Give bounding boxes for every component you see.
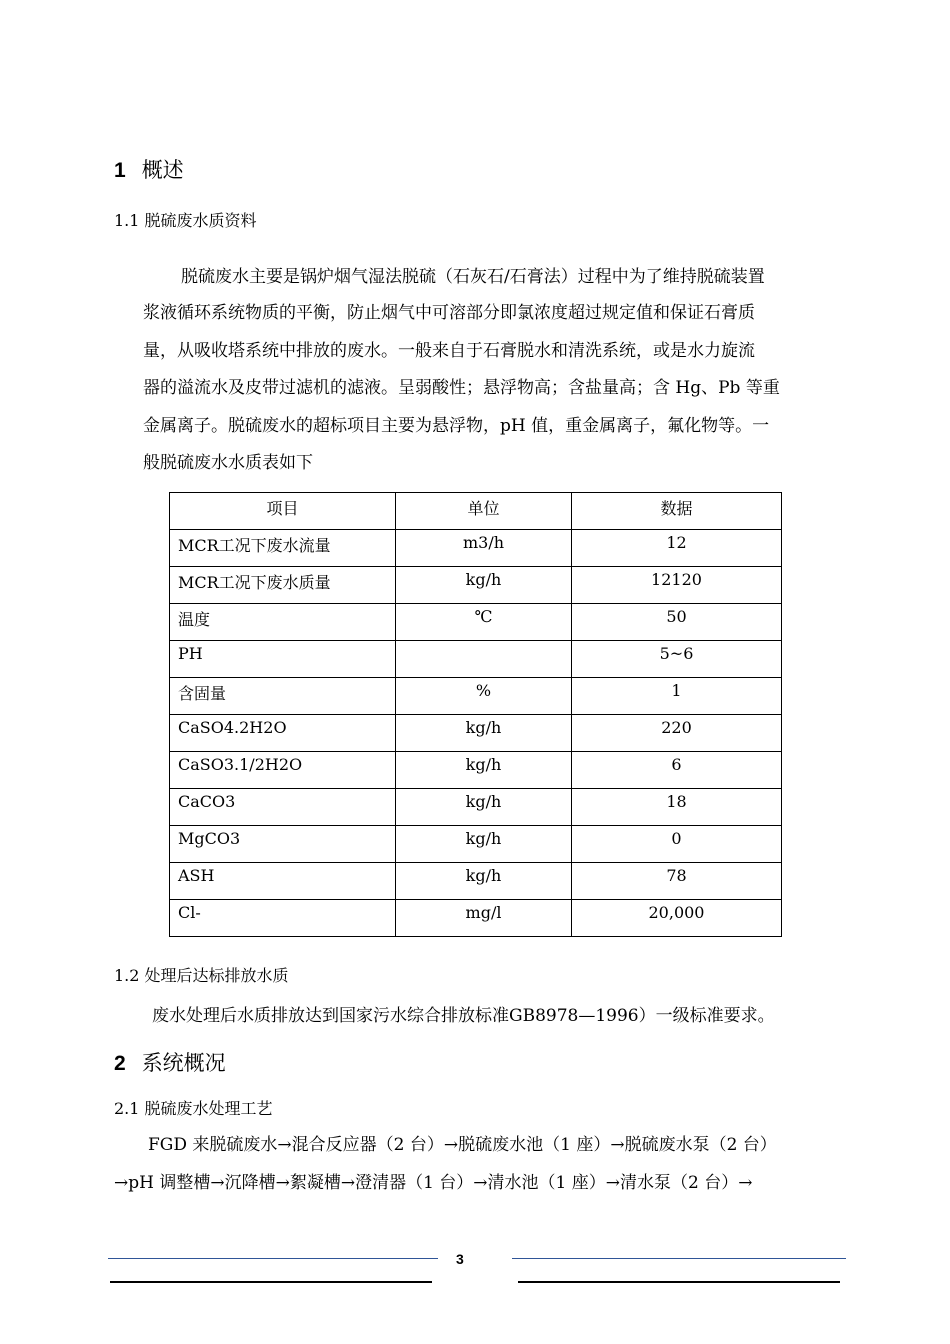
- table-row: [170, 641, 782, 678]
- paragraph-line: 量，从吸收塔系统中排放的废水。一般来自于石膏脱水和清洗系统，或是水力旋流: [143, 341, 755, 361]
- table-header-cell: 项目: [170, 493, 396, 530]
- section-number: 2: [114, 1052, 126, 1075]
- table-cell-item: MgCO3: [170, 826, 396, 863]
- table-cell-value: 20,000: [572, 900, 782, 937]
- footer-rule: [108, 1258, 438, 1259]
- paragraph-line: →pH 调整槽→沉降槽→絮凝槽→澄清器（1 台）→清水池（1 座）→清水泵（2 台）→: [114, 1173, 753, 1193]
- paragraph-discharge-standard: 废水处理后水质排放达到国家污水综合排放标准GB8978—1996）一级标准要求。: [152, 1006, 775, 1026]
- table-cell-unit: %: [396, 678, 572, 715]
- subsection-heading-1-2: 1.2 处理后达标排放水质: [114, 966, 289, 985]
- water-quality-table: [169, 492, 782, 937]
- table-cell-unit: kg/h: [396, 863, 572, 900]
- table-row: [170, 678, 782, 715]
- table-cell-item: MCR工况下废水流量: [170, 530, 396, 567]
- table-cell-unit: kg/h: [396, 715, 572, 752]
- table-cell-value: 78: [572, 863, 782, 900]
- paragraph-line: 浆液循环系统物质的平衡，防止烟气中可溶部分即氯浓度超过规定值和保证石膏质: [143, 303, 755, 323]
- table-cell-value: 18: [572, 789, 782, 826]
- paragraph-line: 器的溢流水及皮带过滤机的滤液。呈弱酸性；悬浮物高；含盐量高；含 Hg、Pb 等重: [143, 378, 780, 398]
- table-row: [170, 900, 782, 937]
- section-title: 系统概况: [141, 1052, 226, 1075]
- table-cell-value: 1: [572, 678, 782, 715]
- table-cell-value: 6: [572, 752, 782, 789]
- page-number: 3: [456, 1251, 464, 1267]
- table-cell-unit: m3/h: [396, 530, 572, 567]
- footer-rule: [110, 1281, 432, 1283]
- table-cell-item: CaSO3.1/2H2O: [170, 752, 396, 789]
- subsection-heading-1-1: 1.1 脱硫废水质资料: [114, 211, 257, 230]
- table-row: [170, 715, 782, 752]
- footer-rule: [512, 1258, 846, 1259]
- table-cell-unit: kg/h: [396, 567, 572, 604]
- table-cell-item: Cl-: [170, 900, 396, 937]
- table-cell-value: 12120: [572, 567, 782, 604]
- paragraph-line: 般脱硫废水水质表如下: [143, 453, 313, 473]
- section-number: 1: [114, 159, 126, 182]
- table-cell-item: MCR工况下废水质量: [170, 567, 396, 604]
- table-row: [170, 863, 782, 900]
- table-header-row: [170, 493, 782, 530]
- paragraph-line: 脱硫废水主要是锅炉烟气湿法脱硫（石灰石/石膏法）过程中为了维持脱硫装置: [181, 267, 765, 287]
- footer-rule: [518, 1281, 840, 1283]
- table-header-cell: 数据: [572, 493, 782, 530]
- table-cell-unit: kg/h: [396, 789, 572, 826]
- table-row: [170, 789, 782, 826]
- table-cell-unit: mg/l: [396, 900, 572, 937]
- table-cell-unit: [396, 641, 572, 678]
- table-cell-value: 220: [572, 715, 782, 752]
- table-row: [170, 530, 782, 567]
- table-cell-item: CaCO3: [170, 789, 396, 826]
- table-cell-value: 5~6: [572, 641, 782, 678]
- table-row: [170, 826, 782, 863]
- table-header-cell: 单位: [396, 493, 572, 530]
- subsection-heading-2-1: 2.1 脱硫废水处理工艺: [114, 1099, 273, 1118]
- section-heading-2: [114, 1047, 226, 1077]
- table-cell-value: 50: [572, 604, 782, 641]
- table-cell-item: PH: [170, 641, 396, 678]
- table-row: [170, 567, 782, 604]
- table-cell-item: CaSO4.2H2O: [170, 715, 396, 752]
- table-row: [170, 604, 782, 641]
- table-cell-item: 含固量: [170, 678, 396, 715]
- paragraph-line: 金属离子。脱硫废水的超标项目主要为悬浮物，pH 值，重金属离子，氟化物等。一: [143, 416, 770, 436]
- table-cell-unit: kg/h: [396, 826, 572, 863]
- paragraph-line: FGD 来脱硫废水→混合反应器（2 台）→脱硫废水池（1 座）→脱硫废水泵（2 台）: [148, 1135, 777, 1155]
- table-cell-unit: kg/h: [396, 752, 572, 789]
- table-cell-unit: ℃: [396, 604, 572, 641]
- table-cell-item: ASH: [170, 863, 396, 900]
- section-title: 概述: [141, 159, 184, 182]
- table-cell-value: 0: [572, 826, 782, 863]
- table-row: [170, 752, 782, 789]
- table-cell-value: 12: [572, 530, 782, 567]
- section-heading-1: [114, 154, 184, 184]
- table-cell-item: 温度: [170, 604, 396, 641]
